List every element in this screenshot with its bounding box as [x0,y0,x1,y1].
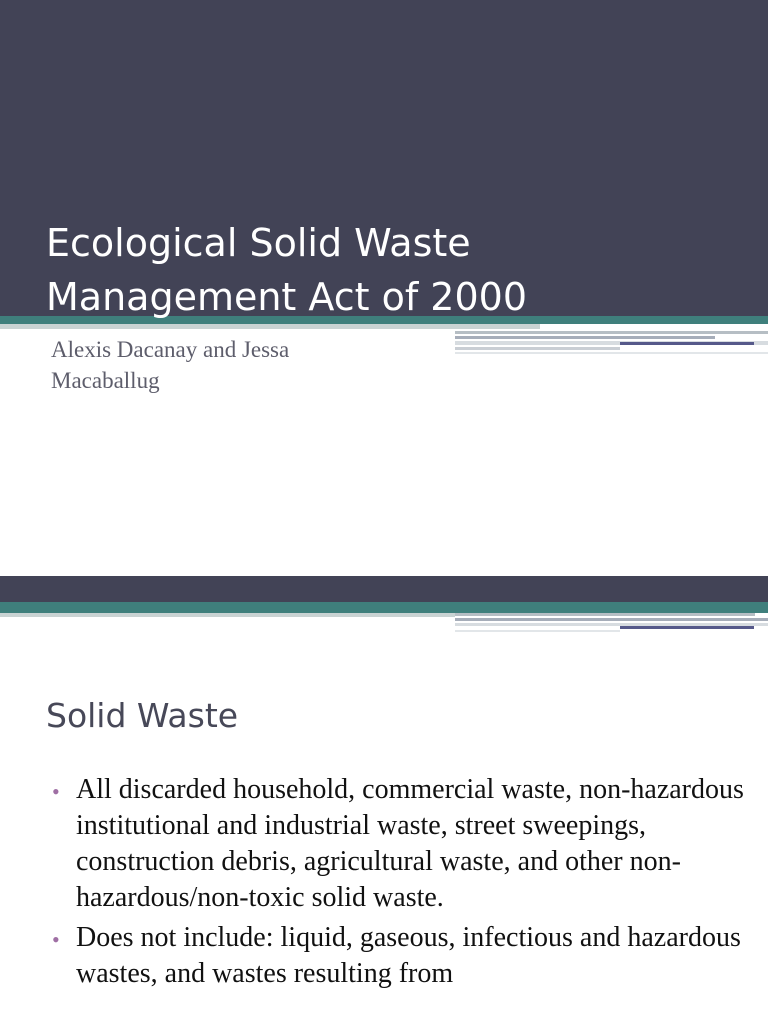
accent-stripe [455,352,768,354]
bullet-item [52,920,752,992]
bullet-dot-icon: • [52,779,60,804]
accent-stripe [620,342,754,345]
bullet-item [52,772,752,916]
slide-subtitle [51,334,411,396]
subtitle-line: Alexis Dacanay and Jessa [51,337,290,362]
slide-title [46,216,746,324]
subtitle-line: Macaballug [51,368,160,393]
accent-stripe [455,347,620,350]
bullet-list [52,772,752,996]
bullet-text: All discarded household, commercial waste, non-hazardous institutional and industrial waste, street sweepings, construction debris, agricultural waste, and other non-hazardous/non-toxic solid waste. [76,774,744,913]
slide-gap [0,560,768,576]
slide-title-line: Management Act of 2000 [46,275,528,319]
gray-stripe [0,324,540,329]
bullet-text: Does not include: liquid, gaseous, infectious and hazardous wastes, and wastes resulting from [76,922,741,989]
content-slide [0,576,768,1024]
accent-stripe [455,618,768,621]
accent-stripe [455,331,768,334]
slide-heading: Solid Waste [46,696,239,735]
accent-stripe [455,613,755,616]
teal-stripe [0,602,768,613]
bullet-dot-icon: • [52,927,60,952]
accent-stripe [620,626,754,629]
accent-stripe [455,630,620,632]
gray-stripe [0,613,455,617]
header-band [0,576,768,602]
accent-stripe [455,336,715,339]
slide-title-line: Ecological Solid Waste [46,221,471,265]
